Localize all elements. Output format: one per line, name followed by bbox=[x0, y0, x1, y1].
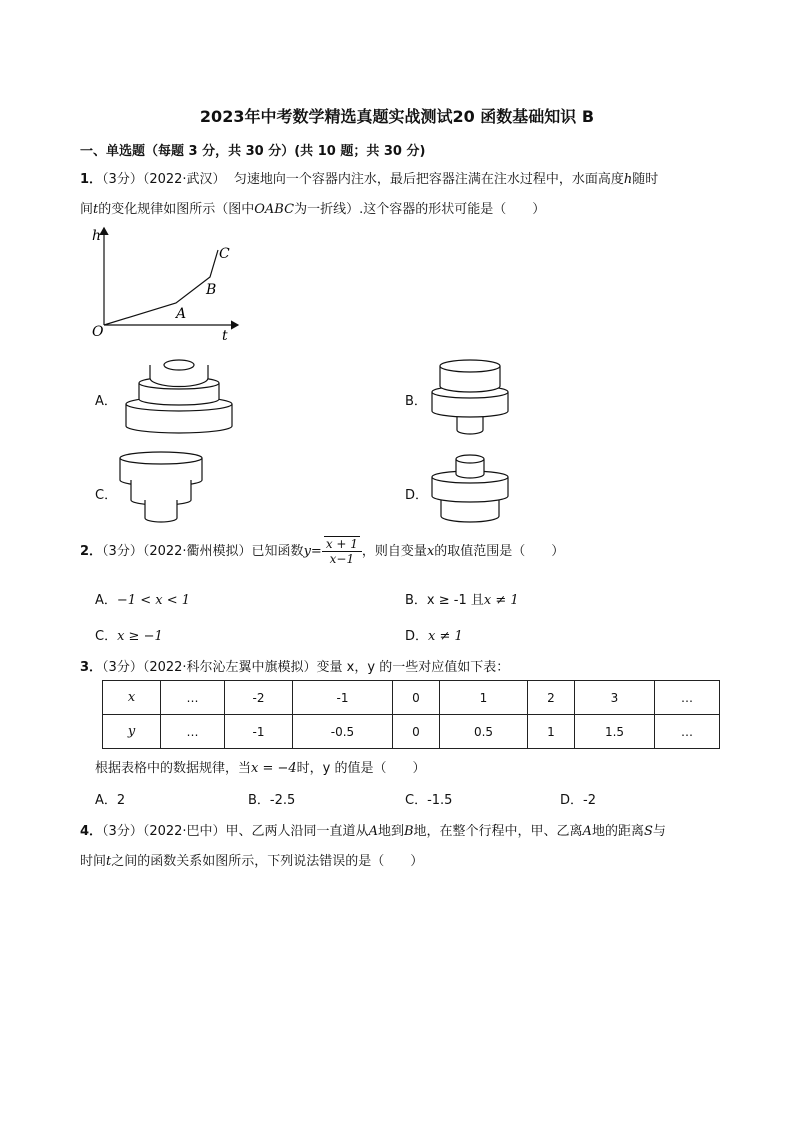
option-math: x ≠ 1 bbox=[428, 629, 463, 644]
option-d-label[interactable]: D． bbox=[405, 488, 429, 503]
option-math: −1 < x < 1 bbox=[116, 593, 190, 608]
question-number: 4． bbox=[80, 824, 103, 839]
table-cell: y bbox=[103, 715, 161, 749]
question-score: （3分） bbox=[102, 544, 143, 559]
option-label: D． bbox=[560, 793, 584, 808]
question-text: 的取值范围是（ ） bbox=[434, 544, 565, 559]
option-label: C． bbox=[95, 629, 118, 644]
option-a[interactable] bbox=[95, 789, 125, 808]
question-text: 时，y 的值是（ ） bbox=[296, 761, 426, 776]
table-cell: … bbox=[161, 715, 225, 749]
question-text: 地的距离 bbox=[591, 824, 644, 839]
table-cell: 3 bbox=[575, 681, 655, 715]
origin-label: O bbox=[92, 324, 104, 340]
table-cell: 1 bbox=[440, 681, 528, 715]
question-source: （2022·科尔沁左翼中旗模拟） bbox=[142, 660, 317, 675]
option-text: -1.5 bbox=[427, 793, 453, 808]
table-cell: 0 bbox=[393, 681, 440, 715]
question-number: 3． bbox=[80, 660, 103, 675]
option-label: C． bbox=[405, 793, 428, 808]
question-source: （2022·武汉） bbox=[142, 172, 226, 187]
option-text: -2 bbox=[583, 793, 596, 808]
table-cell: 1.5 bbox=[575, 715, 655, 749]
container-b-image[interactable] bbox=[428, 356, 513, 438]
option-c-label[interactable]: C． bbox=[95, 488, 118, 503]
math-var: t bbox=[106, 854, 112, 869]
math-var: OABC bbox=[254, 202, 295, 217]
question-text: 的变化规律如图所示（图中 bbox=[98, 202, 255, 217]
section-heading: 一、单选题（每题 3 分，共 30 分）(共 10 题；共 30 分) bbox=[80, 144, 426, 159]
math-var: y bbox=[303, 544, 311, 559]
math-var: B bbox=[403, 824, 414, 839]
question-1-line-1 bbox=[80, 168, 658, 187]
option-math: x ≠ 1 bbox=[483, 593, 519, 608]
question-score: （3分） bbox=[102, 172, 143, 187]
table-cell: -1 bbox=[293, 681, 393, 715]
math-var: t bbox=[93, 202, 99, 217]
point-label-a: A bbox=[176, 306, 187, 322]
question-text: ，则自变量 bbox=[361, 544, 427, 559]
option-label: B． bbox=[248, 793, 270, 808]
table-cell: 2 bbox=[528, 681, 575, 715]
question-1-line-2 bbox=[80, 198, 545, 217]
values-table bbox=[102, 680, 720, 749]
point-label-c: C bbox=[219, 246, 230, 262]
question-text: 匀速地向一个容器内注水，最后把容器注满在注水过程中，水面高度 bbox=[233, 172, 624, 187]
question-number: 2． bbox=[80, 544, 103, 559]
option-a-label[interactable]: A． bbox=[95, 394, 117, 409]
table-cell: 1 bbox=[528, 715, 575, 749]
math-expr: x = −4 bbox=[251, 761, 297, 776]
question-text: 地到 bbox=[377, 824, 404, 839]
graph-polyline bbox=[104, 250, 218, 325]
question-text: 为一折线）.这个容器的形状可能是（ ） bbox=[294, 202, 546, 217]
math-var: A bbox=[368, 824, 378, 839]
water-level-graph bbox=[86, 222, 256, 347]
question-text: 甲、乙两人沿同一直道从 bbox=[225, 824, 369, 839]
question-source: （2022·衢州模拟） bbox=[142, 544, 252, 559]
option-d[interactable] bbox=[405, 625, 463, 644]
option-c[interactable] bbox=[405, 789, 452, 808]
fraction bbox=[322, 537, 362, 566]
page-title: 2023年中考数学精选真题实战测试20 函数基础知识 B bbox=[199, 107, 595, 126]
option-label: A． bbox=[95, 593, 117, 608]
math-var: x bbox=[426, 544, 435, 559]
container-a-image[interactable] bbox=[122, 356, 237, 438]
math-var: S bbox=[643, 824, 653, 839]
question-2-line bbox=[80, 536, 564, 568]
question-text: 与 bbox=[652, 824, 666, 839]
question-text: 之间的函数关系如图所示，下列说法错误的是（ ） bbox=[111, 854, 424, 869]
question-score: （3分） bbox=[102, 824, 143, 839]
table-cell: 0.5 bbox=[440, 715, 528, 749]
sqrt-numerator: x + 1 bbox=[325, 537, 358, 551]
option-label: A． bbox=[95, 793, 117, 808]
math-var: A bbox=[582, 824, 592, 839]
question-4-line-1 bbox=[80, 820, 666, 839]
option-b[interactable] bbox=[248, 789, 295, 808]
table-cell: 0 bbox=[393, 715, 440, 749]
question-text: 地，在整个行程中，甲、乙离 bbox=[413, 824, 583, 839]
question-text: 变量 x，y 的一些对应值如下表： bbox=[316, 660, 510, 675]
table-cell: x bbox=[103, 681, 161, 715]
table-row-x bbox=[103, 681, 720, 715]
table-cell: … bbox=[655, 715, 720, 749]
option-b-label[interactable]: B． bbox=[405, 394, 427, 409]
option-text: -2.5 bbox=[269, 793, 296, 808]
math-op: = bbox=[310, 544, 322, 559]
option-c[interactable] bbox=[95, 625, 163, 644]
axis-label-t: t bbox=[222, 328, 228, 344]
table-cell: … bbox=[655, 681, 720, 715]
option-text: 2 bbox=[116, 793, 126, 808]
point-label-b: B bbox=[206, 282, 217, 298]
table-cell: -1 bbox=[225, 715, 293, 749]
option-text: x ≥ -1 且 bbox=[426, 593, 484, 608]
table-row-y bbox=[103, 715, 720, 749]
table-cell: … bbox=[161, 681, 225, 715]
question-text: 随时 bbox=[632, 172, 659, 187]
option-d[interactable] bbox=[560, 789, 596, 808]
question-text: 已知函数 bbox=[251, 544, 304, 559]
option-label: B． bbox=[405, 593, 427, 608]
table-cell: -0.5 bbox=[293, 715, 393, 749]
question-3-line bbox=[80, 656, 509, 675]
option-label: D． bbox=[405, 629, 429, 644]
denominator: x−1 bbox=[329, 552, 355, 566]
table-cell: -2 bbox=[225, 681, 293, 715]
question-3-follow-up bbox=[95, 757, 426, 776]
option-a[interactable] bbox=[95, 589, 190, 608]
container-c-image[interactable] bbox=[116, 450, 206, 532]
math-var: h bbox=[623, 172, 633, 187]
option-math: x ≥ −1 bbox=[117, 629, 163, 644]
question-number: 1． bbox=[80, 172, 103, 187]
option-b[interactable] bbox=[405, 589, 519, 608]
question-4-line-2 bbox=[80, 850, 423, 869]
axis-label-h: h bbox=[92, 228, 102, 244]
question-text: 根据表格中的数据规律，当 bbox=[95, 761, 252, 776]
question-score: （3分） bbox=[102, 660, 143, 675]
question-text: 间 bbox=[80, 202, 94, 217]
question-source: （2022·巴中） bbox=[142, 824, 226, 839]
container-d-image[interactable] bbox=[428, 452, 513, 532]
question-text: 时间 bbox=[80, 854, 107, 869]
